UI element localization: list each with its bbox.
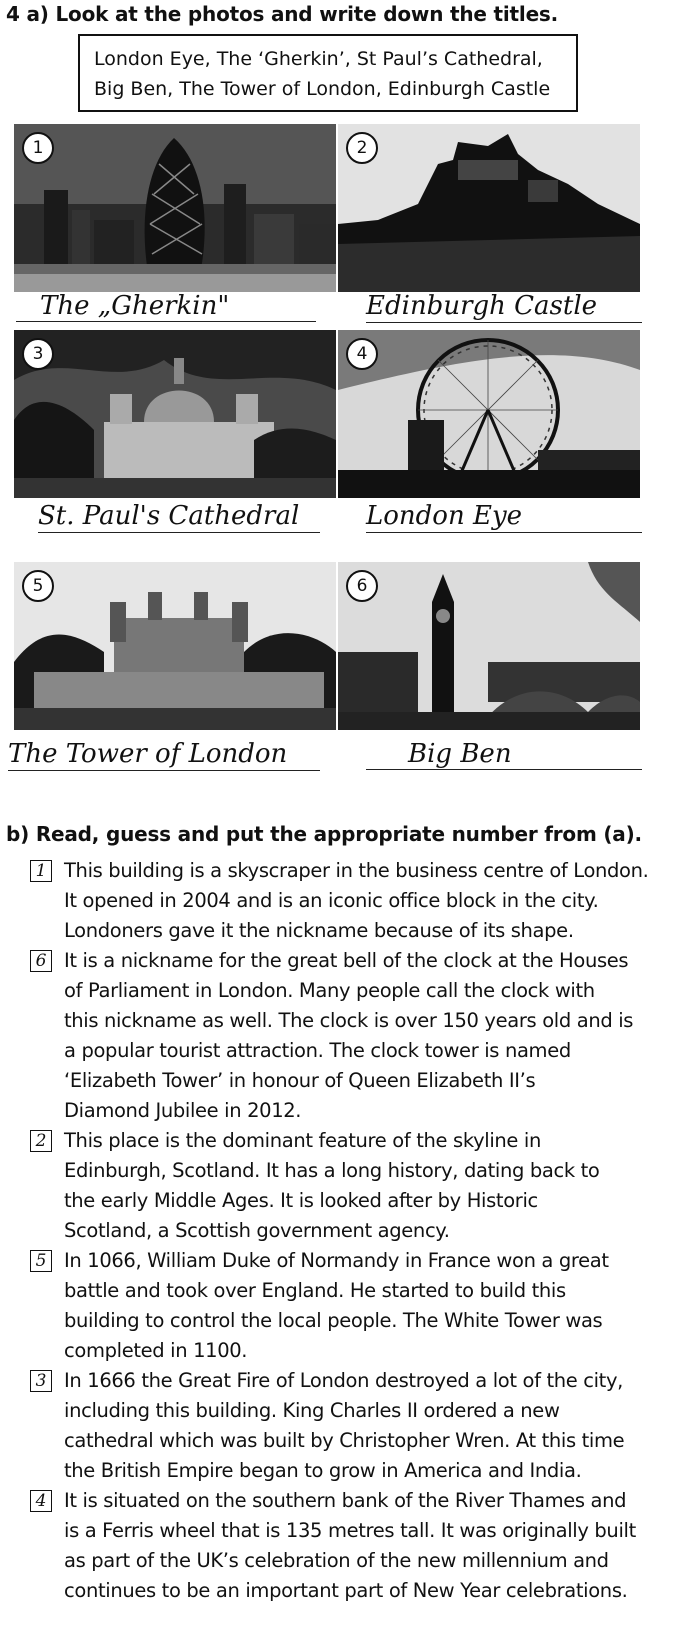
text-line: building to control the local people. The White Tower was (64, 1309, 603, 1332)
exercise-a-heading: 4 a) Look at the photos and write down the titles. (6, 2, 559, 26)
titles-line-1: London Eye, The ‘Gherkin’, St Paul’s Cathedral, (94, 48, 543, 70)
text-line: cathedral which was built by Christopher Wren. At this time (64, 1429, 625, 1452)
photo-number-4: 4 (346, 338, 378, 370)
text-line: battle and took over England. He started to build this (64, 1279, 566, 1302)
photo-gherkin (14, 124, 336, 292)
answer-line-2: Edinburgh Castle (366, 290, 642, 323)
photo-number-1: 1 (22, 132, 54, 164)
photo-big-ben (338, 562, 640, 730)
text-line: Diamond Jubilee in 2012. (64, 1099, 302, 1122)
photo-tower-of-london (14, 562, 336, 730)
text-line: Scotland, a Scottish government agency. (64, 1219, 450, 1242)
text-line: this nickname as well. The clock is over 150 years old and is (64, 1009, 634, 1032)
text-line: This building is a skyscraper in the business centre of London. (64, 859, 649, 882)
text-line: the British Empire began to grow in America and India. (64, 1459, 582, 1482)
titles-line-2: Big Ben, The Tower of London, Edinburgh Castle (94, 78, 551, 100)
text-line: It is situated on the southern bank of the River Thames and (64, 1489, 627, 1512)
answer-line-6: Big Ben (366, 738, 642, 770)
photo-edinburgh-castle (338, 124, 640, 292)
text-line: It opened in 2004 and is an iconic office block in the city. (64, 889, 599, 912)
text-line: completed in 1100. (64, 1339, 248, 1362)
text-line: Londoners gave it the nickname because of its shape. (64, 919, 574, 942)
text-line: the early Middle Ages. It is looked after by Historic (64, 1189, 538, 1212)
answer-box-6: 4 (30, 1490, 52, 1512)
answer-line-5: The Tower of London (8, 738, 320, 771)
answer-line-3: St. Paul's Cathedral (38, 500, 320, 533)
text-line: of Parliament in London. Many people call the clock with (64, 979, 595, 1002)
photo-number-2: 2 (346, 132, 378, 164)
text-line: is a Ferris wheel that is 135 metres tall. It was originally built (64, 1519, 636, 1542)
exercise-b-heading: b) Read, guess and put the appropriate number from (a). (6, 822, 642, 846)
answer-box-3: 2 (30, 1130, 52, 1152)
text-line: In 1066, William Duke of Normandy in France won a great (64, 1249, 609, 1272)
photo-number-3: 3 (22, 338, 54, 370)
answer-box-1: 1 (30, 860, 52, 882)
text-line: In 1666 the Great Fire of London destroyed a lot of the city, (64, 1369, 624, 1392)
photo-st-pauls-cathedral (14, 330, 336, 498)
text-line: including this building. King Charles II ordered a new (64, 1399, 560, 1422)
text-line: It is a nickname for the great bell of the clock at the Houses (64, 949, 629, 972)
text-line: a popular tourist attraction. The clock tower is named (64, 1039, 571, 1062)
photo-number-6: 6 (346, 570, 378, 602)
answer-line-1: The „Gherkin" (16, 290, 316, 322)
photo-london-eye (338, 330, 640, 498)
titles-box (78, 34, 578, 112)
text-line: ‘Elizabeth Tower’ in honour of Queen Elizabeth II’s (64, 1069, 536, 1092)
text-line: as part of the UK’s celebration of the new millennium and (64, 1549, 609, 1572)
answer-box-2: 6 (30, 950, 52, 972)
text-line: This place is the dominant feature of the skyline in (64, 1129, 541, 1152)
text-line: continues to be an important part of New Year celebrations. (64, 1579, 628, 1602)
text-line: Edinburgh, Scotland. It has a long history, dating back to (64, 1159, 600, 1182)
answer-box-5: 3 (30, 1370, 52, 1392)
answer-box-4: 5 (30, 1250, 52, 1272)
answer-line-4: London Eye (366, 500, 642, 533)
photo-number-5: 5 (22, 570, 54, 602)
